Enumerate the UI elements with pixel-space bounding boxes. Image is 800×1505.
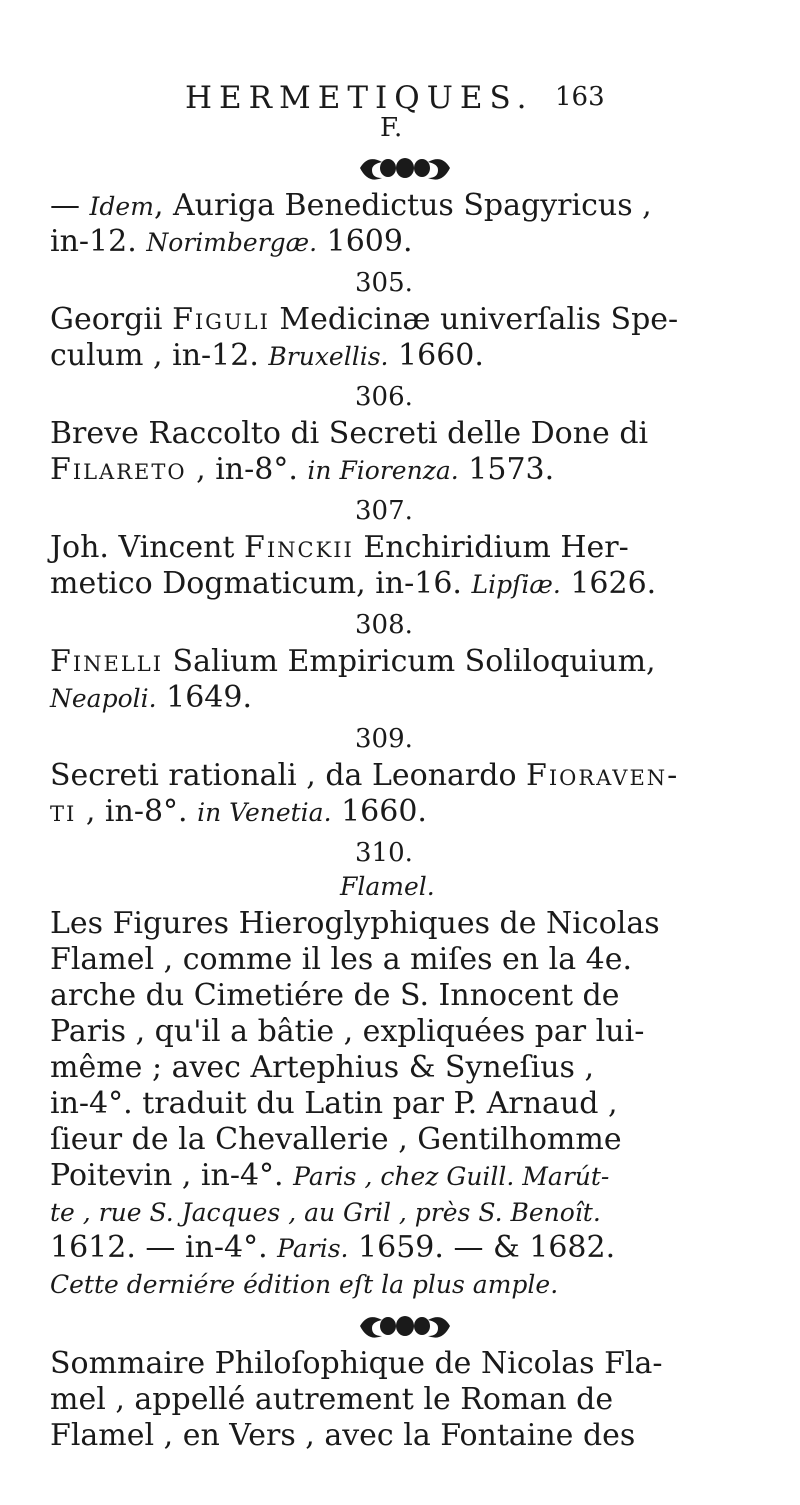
entry-line: te , rue S. Jacques , au Gril , près S. Benoît. [50, 1198, 601, 1227]
entry-subhead: Flamel. [340, 872, 435, 901]
entry-line: Breve Raccolto di Secreti delle Done di [50, 416, 649, 451]
entry-line: Filareto , in-8°. in Fiorenza. 1573. [50, 452, 555, 487]
signature-mark: F. [380, 113, 403, 143]
printer-ornament-icon [350, 150, 460, 186]
printer-ornament-icon [350, 1308, 460, 1344]
entry-number: 309. [355, 724, 413, 754]
entry-line: mel , appellé autrement le Roman de [50, 1382, 614, 1417]
entry-line: Les Figures Hieroglyphiques de Nicolas [50, 906, 660, 941]
entry-number: 308. [355, 610, 413, 640]
entry-line: Finelli Salium Empiricum Soliloquium, [50, 644, 656, 679]
entry-number: 307. [355, 496, 413, 526]
entry-line: Flamel , en Vers , avec la Fontaine des [50, 1418, 636, 1453]
entry-line: arche du Cimetiére de S. Innocent de [50, 978, 620, 1013]
entry-number: 305. [355, 268, 413, 298]
running-title: HERMETIQUES. [185, 80, 534, 116]
entry-line: metico Dogmaticum, in-16. Lipſiæ. 1626. [50, 566, 657, 601]
entry-line: Georgii Figuli Medicinæ univerſalis Spe- [50, 302, 679, 337]
entry-line: même ; avec Artephius & Syneſius , [50, 1050, 594, 1085]
entry-line: — Idem, Auriga Benedictus Spagyricus , [50, 188, 652, 223]
entry-number: 310. [355, 838, 413, 868]
entry-line: Secreti rationali , da Leonardo Fioraven- [50, 758, 680, 793]
page-number: 163 [555, 82, 605, 112]
entry-line: Paris , qu'il a bâtie , expliquées par lui- [50, 1014, 645, 1049]
entry-line: Cette derniére édition eſt la plus ample. [50, 1270, 559, 1299]
entry-line: ſieur de la Chevallerie , Gentilhomme [50, 1122, 622, 1157]
entry-line: culum , in-12. Bruxellis. 1660. [50, 338, 484, 373]
entry-line: ti , in-8°. in Venetia. 1660. [50, 794, 427, 829]
entry-line: in-12. Norimbergæ. 1609. [50, 224, 413, 259]
entry-line: Sommaire Philoſophique de Nicolas Fla- [50, 1346, 663, 1381]
entry-line: 1612. — in-4°. Paris. 1659. — & 1682. [50, 1230, 616, 1265]
entry-line: Poitevin , in-4°. Paris , chez Guill. Marút- [50, 1158, 610, 1193]
entry-line: Flamel , comme il les a miſes en la 4e. [50, 942, 633, 977]
entry-line: in-4°. traduit du Latin par P. Arnaud , [50, 1086, 618, 1121]
entry-line: Neapoli. 1649. [50, 680, 252, 715]
entry-line: Joh. Vincent Finckii Enchiridium Her- [50, 530, 629, 565]
entry-number: 306. [355, 382, 413, 412]
